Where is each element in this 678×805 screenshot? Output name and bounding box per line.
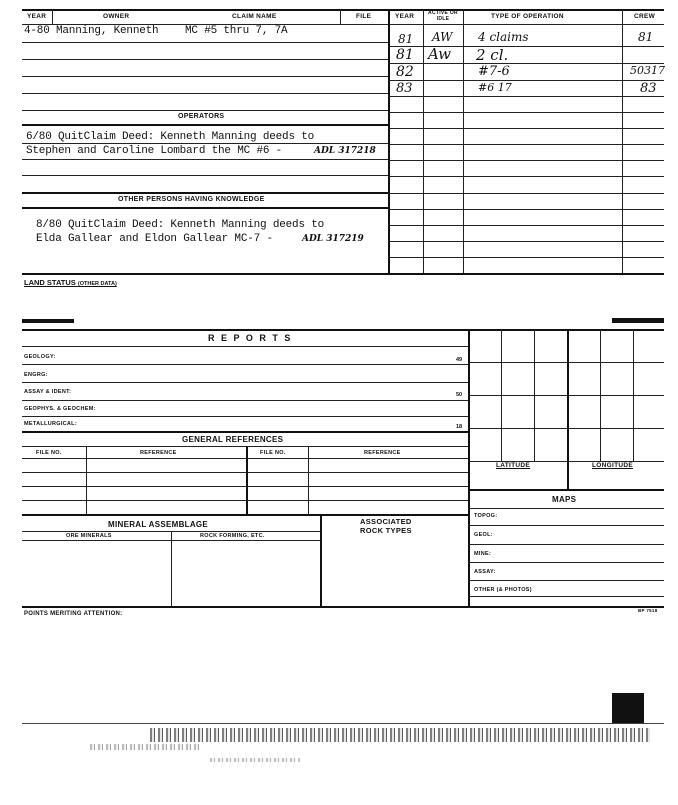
op-year: 81 <box>396 47 414 63</box>
report-label: ENGRG: <box>24 372 48 378</box>
scan-smudge <box>210 758 300 762</box>
op-year: 82 <box>396 64 414 80</box>
row-line <box>22 458 468 459</box>
op-type: #6 17 <box>478 81 512 94</box>
row-line <box>22 76 388 77</box>
row-line <box>22 93 388 94</box>
vline-main <box>388 9 390 273</box>
scan-smudge <box>90 744 200 750</box>
report-num: 50 <box>456 392 463 398</box>
op-type: 2 cl. <box>476 46 509 64</box>
form-number: BP 7518 <box>638 608 658 613</box>
row-line <box>388 241 664 242</box>
vline <box>423 9 424 273</box>
row-line <box>388 144 664 145</box>
gr-col-file: FILE NO. <box>36 450 62 456</box>
row-line <box>22 431 468 433</box>
assoc-heading-1: ASSOCIATED <box>360 517 412 526</box>
scan-block <box>612 693 644 723</box>
row-line <box>468 525 664 526</box>
row-line <box>388 128 664 129</box>
vline <box>86 446 87 514</box>
report-label: ASSAY & IDENT: <box>24 389 72 395</box>
vline <box>171 531 172 606</box>
section-line <box>22 207 388 209</box>
op-type: #7-6 <box>478 64 510 79</box>
land-status-sub: (OTHER DATA) <box>77 281 117 287</box>
op-status: AW <box>432 30 453 44</box>
vline-right-block <box>468 329 470 606</box>
header-year: YEAR <box>27 13 47 20</box>
section-line <box>22 273 664 275</box>
row-line <box>468 562 664 563</box>
operators-line-1: 6/80 QuitClaim Deed: Kenneth Manning deeds to <box>26 131 315 143</box>
land-status-label <box>24 278 117 287</box>
header-type-of-operation: TYPE OF OPERATION <box>491 13 564 20</box>
row-line <box>388 193 664 194</box>
section-line <box>22 110 388 111</box>
other-persons-heading: OTHER PERSONS HAVING KNOWLEDGE <box>118 196 265 203</box>
reports-heading: R E P O R T S <box>208 333 293 343</box>
vline <box>463 9 464 273</box>
op-status: Aw <box>428 45 451 63</box>
maps-heading: MAPS <box>552 495 577 504</box>
map-assay: ASSAY: <box>474 569 496 575</box>
row-line <box>22 416 468 417</box>
scan-smudge <box>150 728 650 742</box>
row-line <box>22 364 468 365</box>
section-line <box>22 124 388 126</box>
op-type: 4 claims <box>478 30 529 44</box>
row-line <box>22 500 468 501</box>
other-persons-line-1: 8/80 QuitClaim Deed: Kenneth Manning deeds to <box>36 219 325 231</box>
report-label: GEOLOGY: <box>24 354 56 360</box>
claim-name-value: MC #5 thru 7, 7A <box>185 25 288 37</box>
gr-col-ref-2: REFERENCE <box>364 450 401 456</box>
black-bar <box>22 319 74 323</box>
row-line <box>22 59 388 60</box>
vline <box>308 446 309 514</box>
op-crew: 83 <box>640 81 657 96</box>
grid-vline <box>567 329 569 489</box>
grid-hline <box>468 395 664 396</box>
operators-hand-note: ADL 317218 <box>314 146 376 156</box>
report-label: METALLURGICAL: <box>24 421 77 427</box>
row-line <box>388 46 664 47</box>
header-crew: CREW <box>634 13 656 20</box>
grid-hline <box>468 362 664 363</box>
op-year: 81 <box>398 32 414 46</box>
owner-name: 4-80 Manning, Kenneth <box>24 25 159 37</box>
row-line <box>22 159 388 160</box>
black-bar <box>612 318 664 323</box>
other-persons-line-2: Elda Gallear and Eldon Gallear MC-7 - <box>36 233 273 245</box>
row-line <box>22 143 388 144</box>
vline <box>340 9 341 24</box>
row-line <box>388 112 664 113</box>
scan-line <box>22 723 664 724</box>
general-references-heading: GENERAL REFERENCES <box>182 435 284 444</box>
row-line <box>22 472 468 473</box>
gr-col-file-2: FILE NO. <box>260 450 286 456</box>
gr-col-ref: REFERENCE <box>140 450 177 456</box>
report-label: GEOPHYS. & GEOCHEM: <box>24 406 96 412</box>
row-line <box>388 225 664 226</box>
map-topog: TOPOG: <box>474 513 498 519</box>
header-year-2: YEAR <box>395 13 415 20</box>
top-border <box>22 9 664 11</box>
rock-forming-label: ROCK FORMING, ETC. <box>200 533 265 539</box>
row-line <box>388 63 664 64</box>
row-line <box>388 96 664 97</box>
report-num: 49 <box>456 357 463 363</box>
op-year: 83 <box>396 81 413 96</box>
land-status-text: LAND STATUS <box>24 278 76 287</box>
row-line <box>388 176 664 177</box>
row-line <box>22 382 468 383</box>
bottom-line <box>22 606 664 608</box>
map-other: OTHER (& PHOTOS) <box>474 587 532 593</box>
header-owner: OWNER <box>103 13 130 20</box>
section-line <box>22 192 388 194</box>
row-line <box>388 257 664 258</box>
op-crew: 81 <box>638 30 654 44</box>
latitude-label: LATITUDE <box>496 462 531 469</box>
op-crew: 50317 <box>630 64 665 77</box>
operators-heading: OPERATORS <box>178 113 225 120</box>
grid-hline <box>468 428 664 429</box>
points-meriting-label: POINTS MERITING ATTENTION: <box>24 611 123 617</box>
vline <box>52 9 53 24</box>
row-line <box>22 446 468 447</box>
header-active-idle: ACTIVE OR IDLE <box>428 10 458 22</box>
vline <box>622 9 623 273</box>
row-line <box>22 346 468 347</box>
maps-top-line <box>468 489 664 491</box>
row-line <box>468 508 664 509</box>
other-persons-hand-note: ADL 317219 <box>302 234 364 244</box>
vline <box>246 446 248 514</box>
longitude-label: LONGITUDE <box>592 462 633 469</box>
row-line <box>388 80 664 81</box>
row-line <box>468 580 664 581</box>
ore-minerals-label: ORE MINERALS <box>66 533 112 539</box>
mineral-heading: MINERAL ASSEMBLAGE <box>108 520 209 529</box>
row-line <box>388 209 664 210</box>
row-line <box>388 160 664 161</box>
row-line <box>468 544 664 545</box>
map-geol: GEOL: <box>474 532 493 538</box>
vline <box>320 514 322 606</box>
assoc-heading-2: ROCK TYPES <box>360 526 412 535</box>
report-num: 18 <box>456 424 463 430</box>
row-line <box>22 42 388 43</box>
row-line <box>468 596 664 597</box>
map-mine: MINE: <box>474 551 492 557</box>
row-line <box>22 400 468 401</box>
header-file: FILE <box>356 13 372 20</box>
header-claim-name: CLAIM NAME <box>232 13 277 20</box>
row-line <box>22 486 468 487</box>
operators-line-2: Stephen and Caroline Lombard the MC #6 - <box>26 145 283 157</box>
row-line <box>22 175 388 176</box>
row-line <box>22 514 468 516</box>
